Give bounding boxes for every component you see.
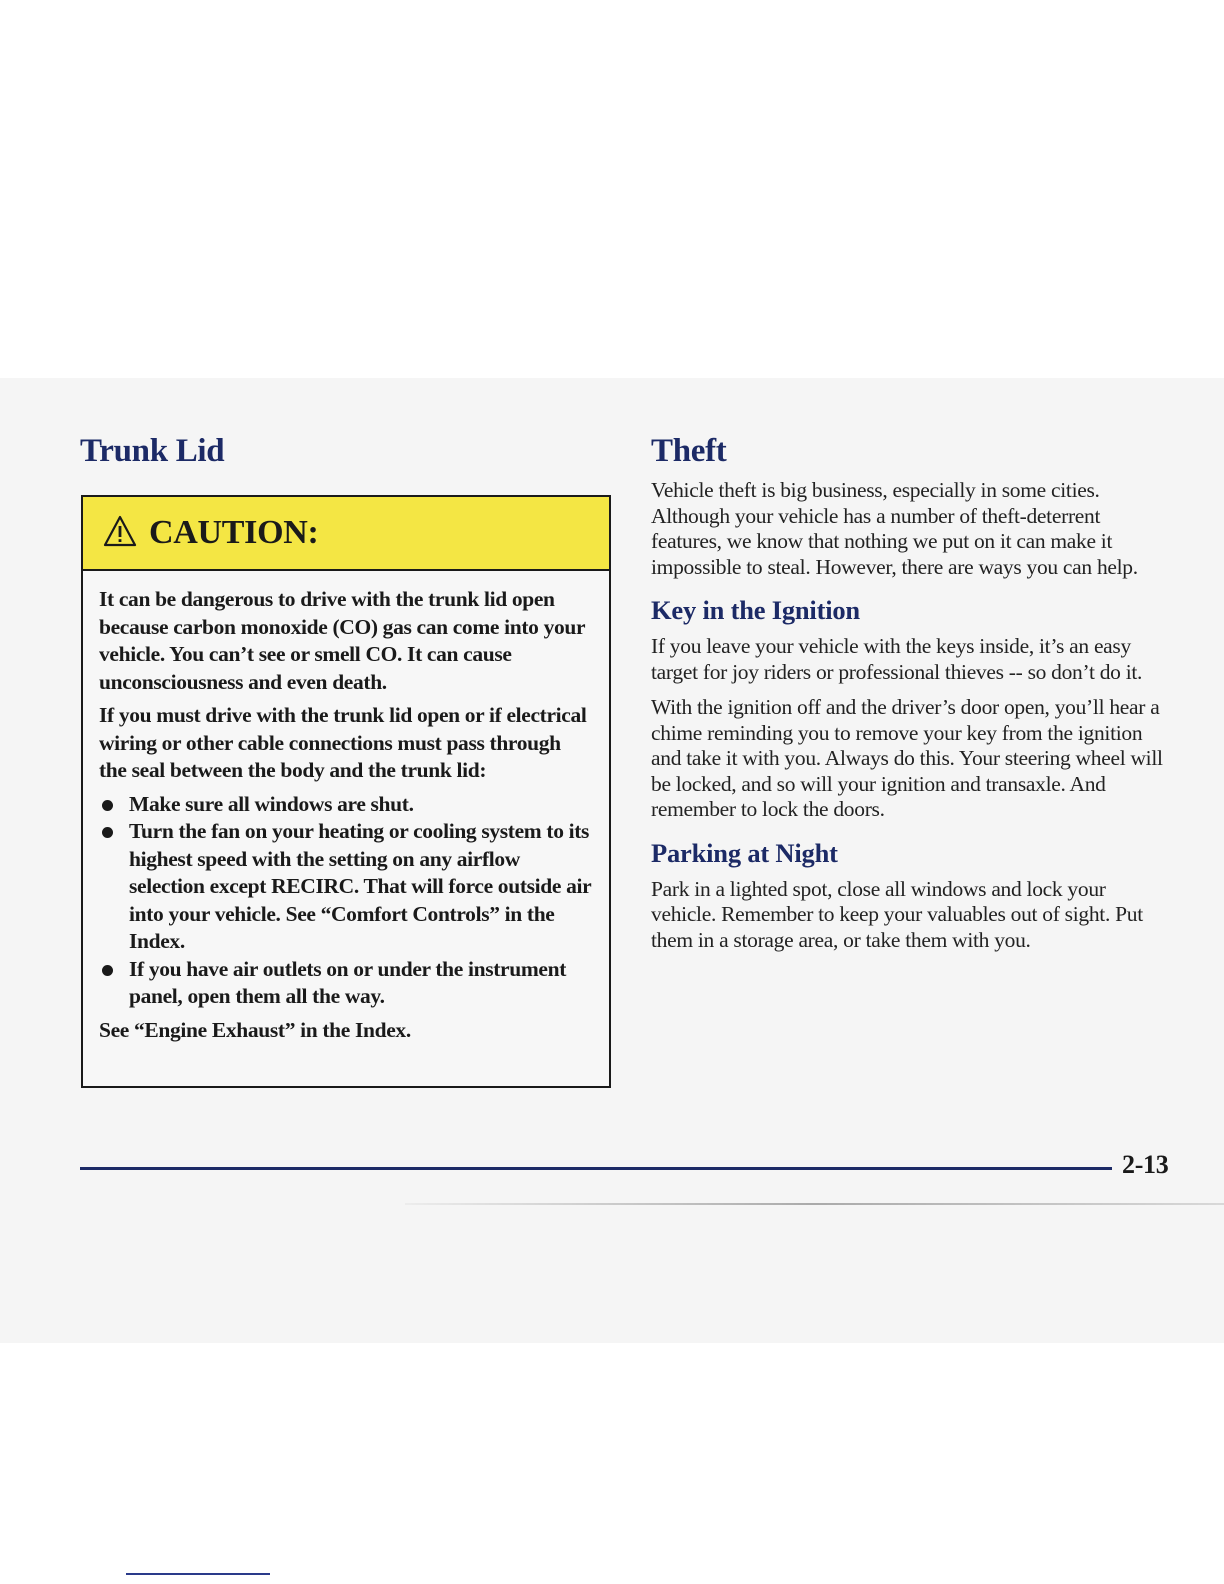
caution-box bbox=[81, 495, 611, 1088]
trunk-lid-section bbox=[80, 430, 615, 472]
footer-rule bbox=[80, 1167, 1112, 1170]
list-item bbox=[99, 818, 593, 956]
caution-body bbox=[83, 571, 609, 1044]
trunk-lid-title: Trunk Lid bbox=[80, 433, 225, 469]
theft-section bbox=[651, 430, 1171, 963]
key-in-ignition-title: Key in the Ignition bbox=[651, 595, 860, 625]
bullet-icon bbox=[102, 965, 113, 976]
list-item bbox=[99, 956, 593, 1011]
caution-label: CAUTION: bbox=[149, 514, 319, 551]
parking-paragraph-1: Park in a lighted spot, close all windows and lock your vehicle. Remember to keep your valuables out of sight. Put them in a storage area, or take them with you. bbox=[651, 876, 1143, 952]
caution-bullet-list bbox=[99, 791, 593, 1011]
bullet-text: If you have air outlets on or under the instrument panel, open them all the way. bbox=[129, 956, 567, 1008]
caution-footer: See “Engine Exhaust” in the Index. bbox=[99, 1017, 411, 1042]
parking-at-night-title: Parking at Night bbox=[651, 837, 838, 868]
caution-paragraph-1: It can be dangerous to drive with the trunk lid open because carbon monoxide (CO) gas can come into your vehicle. You can’t see or smell CO. It can cause unconsciousness and even death. bbox=[99, 587, 585, 694]
page-number: 2-13 bbox=[1122, 1150, 1169, 1179]
theft-title: Theft bbox=[651, 433, 727, 469]
bullet-text: Make sure all windows are shut. bbox=[129, 791, 414, 816]
theft-intro: Vehicle theft is big business, especially in some cities. Although your vehicle has a number of theft-deterrent features, we know that nothing we put on it can make it impossible to steal. However, there are ways you can help. bbox=[651, 478, 1138, 579]
list-item bbox=[99, 791, 593, 819]
bottom-rule bbox=[126, 1573, 270, 1575]
key-paragraph-1: If you leave your vehicle with the keys inside, it’s an easy target for joy riders or professional thieves -- so don’t do it. bbox=[651, 634, 1143, 684]
key-paragraph-2: With the ignition off and the driver’s door open, you’ll hear a chime reminding you to remove your key from the ignition and take it with you. Always do this. Your steering wheel will be locked, and so will your ignition and transaxle. And remember to lock the doors. bbox=[651, 695, 1163, 821]
caution-header bbox=[83, 497, 609, 571]
caution-paragraph-2: If you must drive with the trunk lid open or if electrical wiring or other cable connections must pass through the seal between the body and the trunk lid: bbox=[99, 703, 587, 782]
bullet-icon bbox=[102, 827, 113, 838]
warning-triangle-icon bbox=[103, 515, 137, 547]
scan-artifact-line bbox=[405, 1203, 1224, 1205]
bullet-text: Turn the fan on your heating or cooling system to its highest speed with the setting on any airflow selection except RECIRC. That will force outside air into your vehicle. See “Comfort Controls” in the Index. bbox=[129, 819, 591, 953]
bullet-icon bbox=[102, 800, 113, 811]
